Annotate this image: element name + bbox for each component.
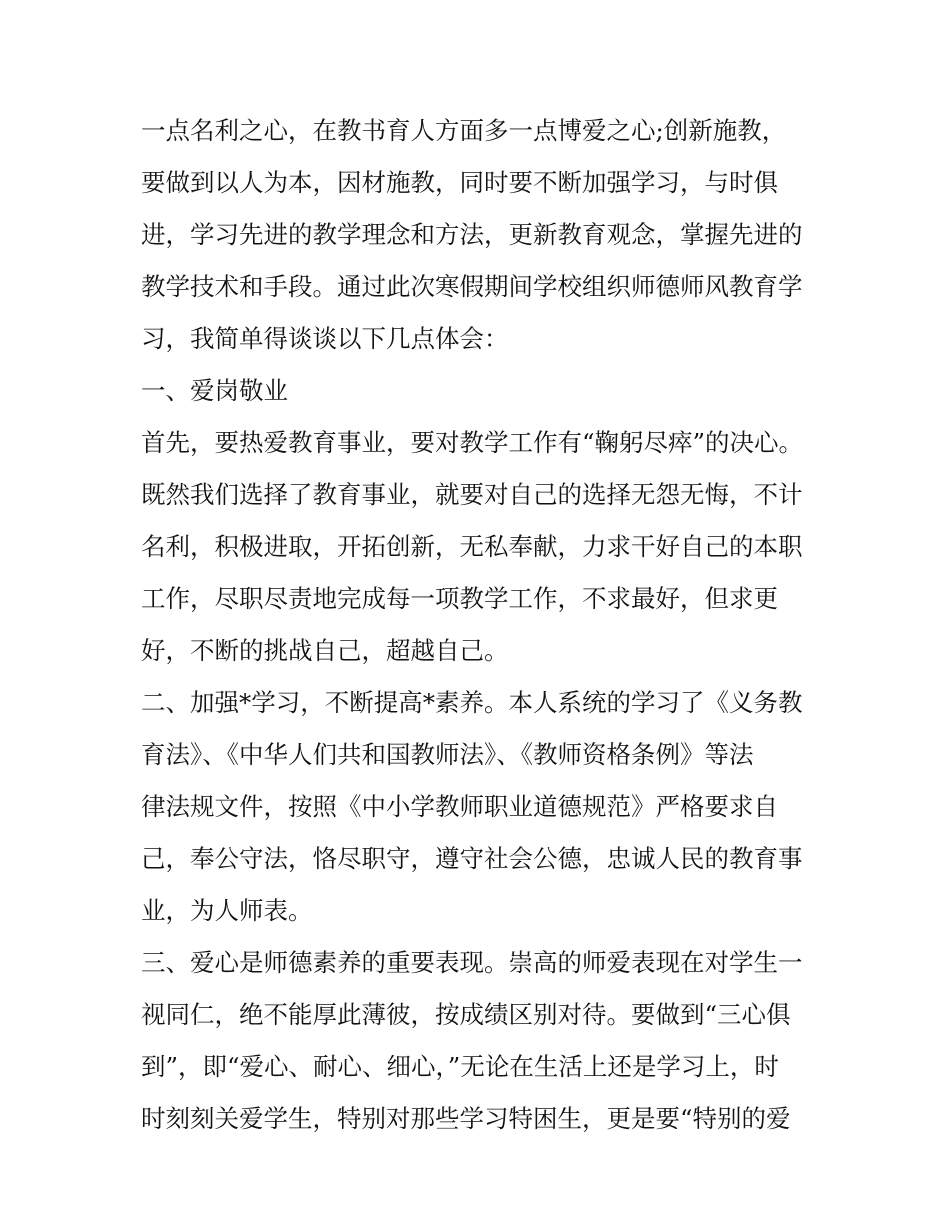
text-line: 时刻刻关爱学生，特别对那些学习特困生，更是要“特别的爱	[141, 1104, 791, 1133]
text-line: 进，学习先进的教学理念和方法，更新教育观念，掌握先进的	[141, 220, 803, 249]
text-line: 到”，即“爱心、耐心、细心，”无论在生活上还是学习上，时	[141, 1052, 779, 1081]
text-line: 视同仁，绝不能厚此薄彼，按成绩区别对待。要做到“三心俱	[141, 1000, 791, 1029]
text-line: 业，为人师表。	[141, 896, 313, 925]
text-line: 三、爱心是师德素养的重要表现。崇高的师爱表现在对学生一	[141, 948, 803, 977]
text-line: 名利，积极进取，开拓创新，无私奉献，力求干好自己的本职	[141, 532, 803, 561]
document-body	[141, 105, 817, 1145]
text-line: 育法》、《中华人们共和国教师法》、《教师资格条例》等法	[141, 740, 754, 769]
text-line: 习，我简单得谈谈以下几点体会：	[141, 324, 509, 353]
text-line: 首先，要热爱教育事业，要对教学工作有“鞠躬尽瘁”的决心。	[141, 428, 804, 457]
text-line: 律法规文件，按照《中小学教师职业道德规范》严格要求自	[141, 792, 778, 821]
text-line: 教学技术和手段。通过此次寒假期间学校组织师德师风教育学	[141, 272, 803, 301]
section-heading: 一、爱岗敬业	[141, 376, 288, 405]
text-line: 要做到以人为本，因材施教，同时要不断加强学习，与时俱	[141, 168, 778, 197]
text-line: 既然我们选择了教育事业，就要对自己的选择无怨无悔，不计	[141, 480, 803, 509]
text-line: 己，奉公守法，恪尽职守，遵守社会公德，忠诚人民的教育事	[141, 844, 803, 873]
text-line: 好，不断的挑战自己，超越自己。	[141, 636, 509, 665]
text-line: 二、加强*学习，不断提高*素养。本人系统的学习了《义务教	[141, 688, 803, 717]
text-line: 工作，尽职尽责地完成每一项教学工作，不求最好，但求更	[141, 584, 778, 613]
text-line: 一点名利之心，在教书育人方面多一点博爱之心;创新施教，	[141, 116, 787, 145]
